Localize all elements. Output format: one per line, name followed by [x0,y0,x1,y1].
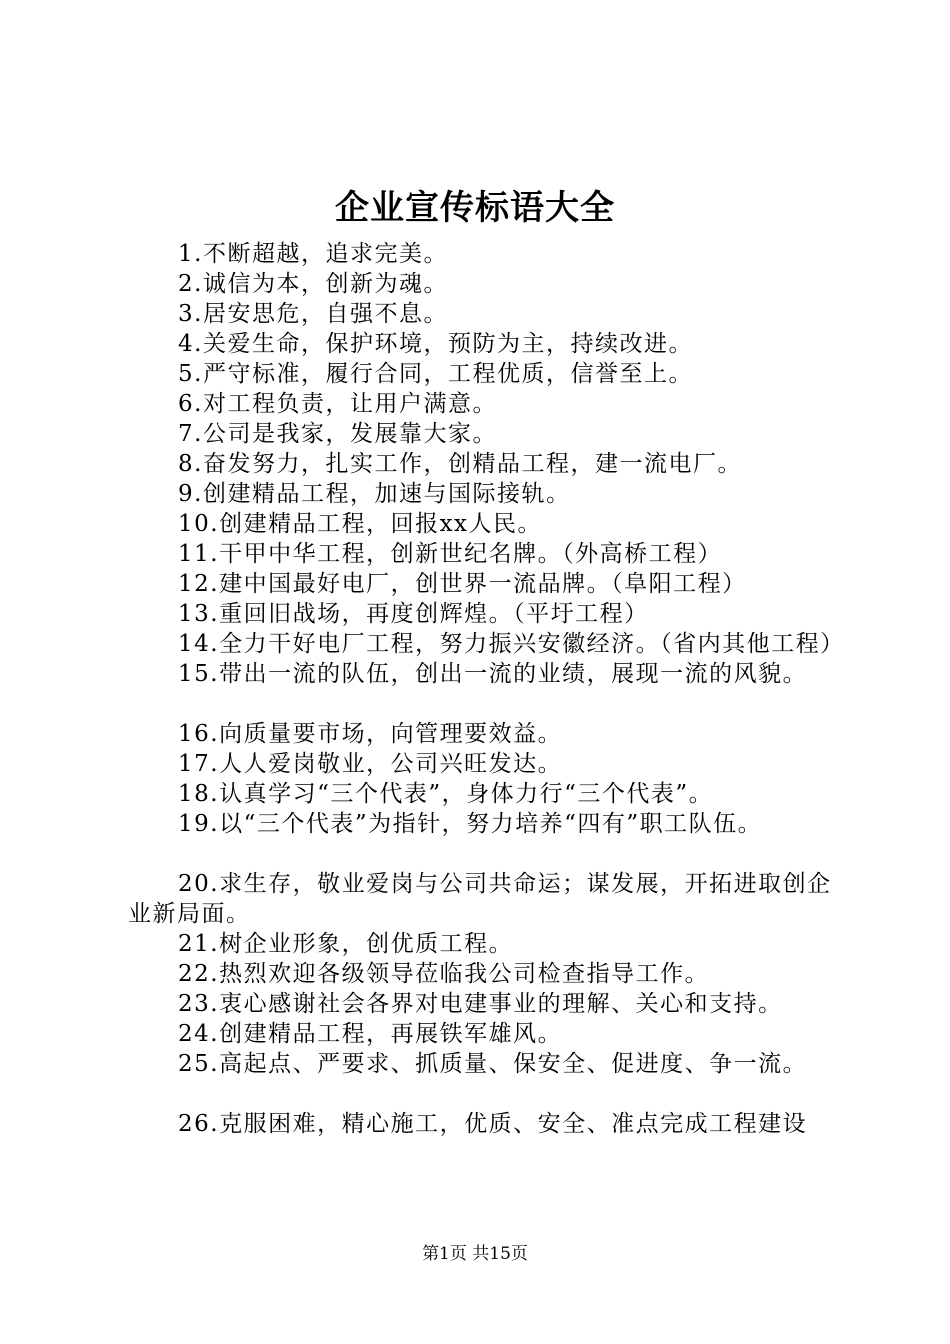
page-footer: 第1页 共15页 [422,1244,528,1264]
slogan-item: 9.创建精品工程，加速与国际接轨。 [178,481,571,507]
slogan-item: 23.衷心感谢社会各界对电建事业的理解、关心和支持。 [178,991,783,1017]
slogan-item: 13.重回旧战场，再度创辉煌。（平圩工程） [178,601,649,627]
slogan-item: 19.以“三个代表”为指针，努力培养“四有”职工队伍。 [178,811,763,837]
document-title: 企业宣传标语大全 [335,188,615,228]
slogan-item: 5.严守标准，履行合同，工程优质，信誉至上。 [178,361,693,387]
slogan-item: 3.居安思危，自强不息。 [178,301,448,327]
slogan-item: 7.公司是我家，发展靠大家。 [178,421,497,447]
slogan-list [128,239,845,1139]
slogan-item: 22.热烈欢迎各级领导莅临我公司检查指导工作。 [178,961,710,987]
slogan-item: 18.认真学习“三个代表”，身体力行“三个代表”。 [178,781,714,807]
slogan-item: 10.创建精品工程，回报xx人民。 [178,511,543,537]
slogan-item: 2.诚信为本，创新为魂。 [178,271,448,297]
slogan-item: 16.向质量要市场，向管理要效益。 [178,721,563,747]
slogan-item: 21.树企业形象，创优质工程。 [178,931,514,957]
slogan-item: 20.求生存，敬业爱岗与公司共命运；谋发展，开拓进取创企业新局面。 [128,871,832,927]
slogan-item: 8.奋发努力，扎实工作，创精品工程，建一流电厂。 [178,451,742,477]
slogan-item: 11.干甲中华工程，创新世纪名牌。（外高桥工程） [178,541,723,567]
slogan-item: 24.创建精品工程，再展铁军雄风。 [178,1021,563,1047]
slogan-item: 25.高起点、严要求、抓质量、保安全、促进度、争一流。 [178,1051,808,1077]
slogan-item: 12.建中国最好电厂，创世界一流品牌。（阜阳工程） [178,571,747,597]
slogan-item: 1.不断超越，追求完美。 [178,241,448,267]
slogan-item: 26.克服困难，精心施工，优质、安全、准点完成工程建设 [178,1111,808,1137]
slogan-item: 14.全力干好电厂工程，努力振兴安徽经济。（省内其他工程） [178,631,845,657]
slogan-item: 6.对工程负责，让用户满意。 [178,391,497,417]
slogan-item: 4.关爱生命，保护环境，预防为主，持续改进。 [178,331,693,357]
slogan-item: 17.人人爱岗敬业，公司兴旺发达。 [178,751,563,777]
slogan-item: 15.带出一流的队伍，创出一流的业绩，展现一流的风貌。 [178,661,808,687]
